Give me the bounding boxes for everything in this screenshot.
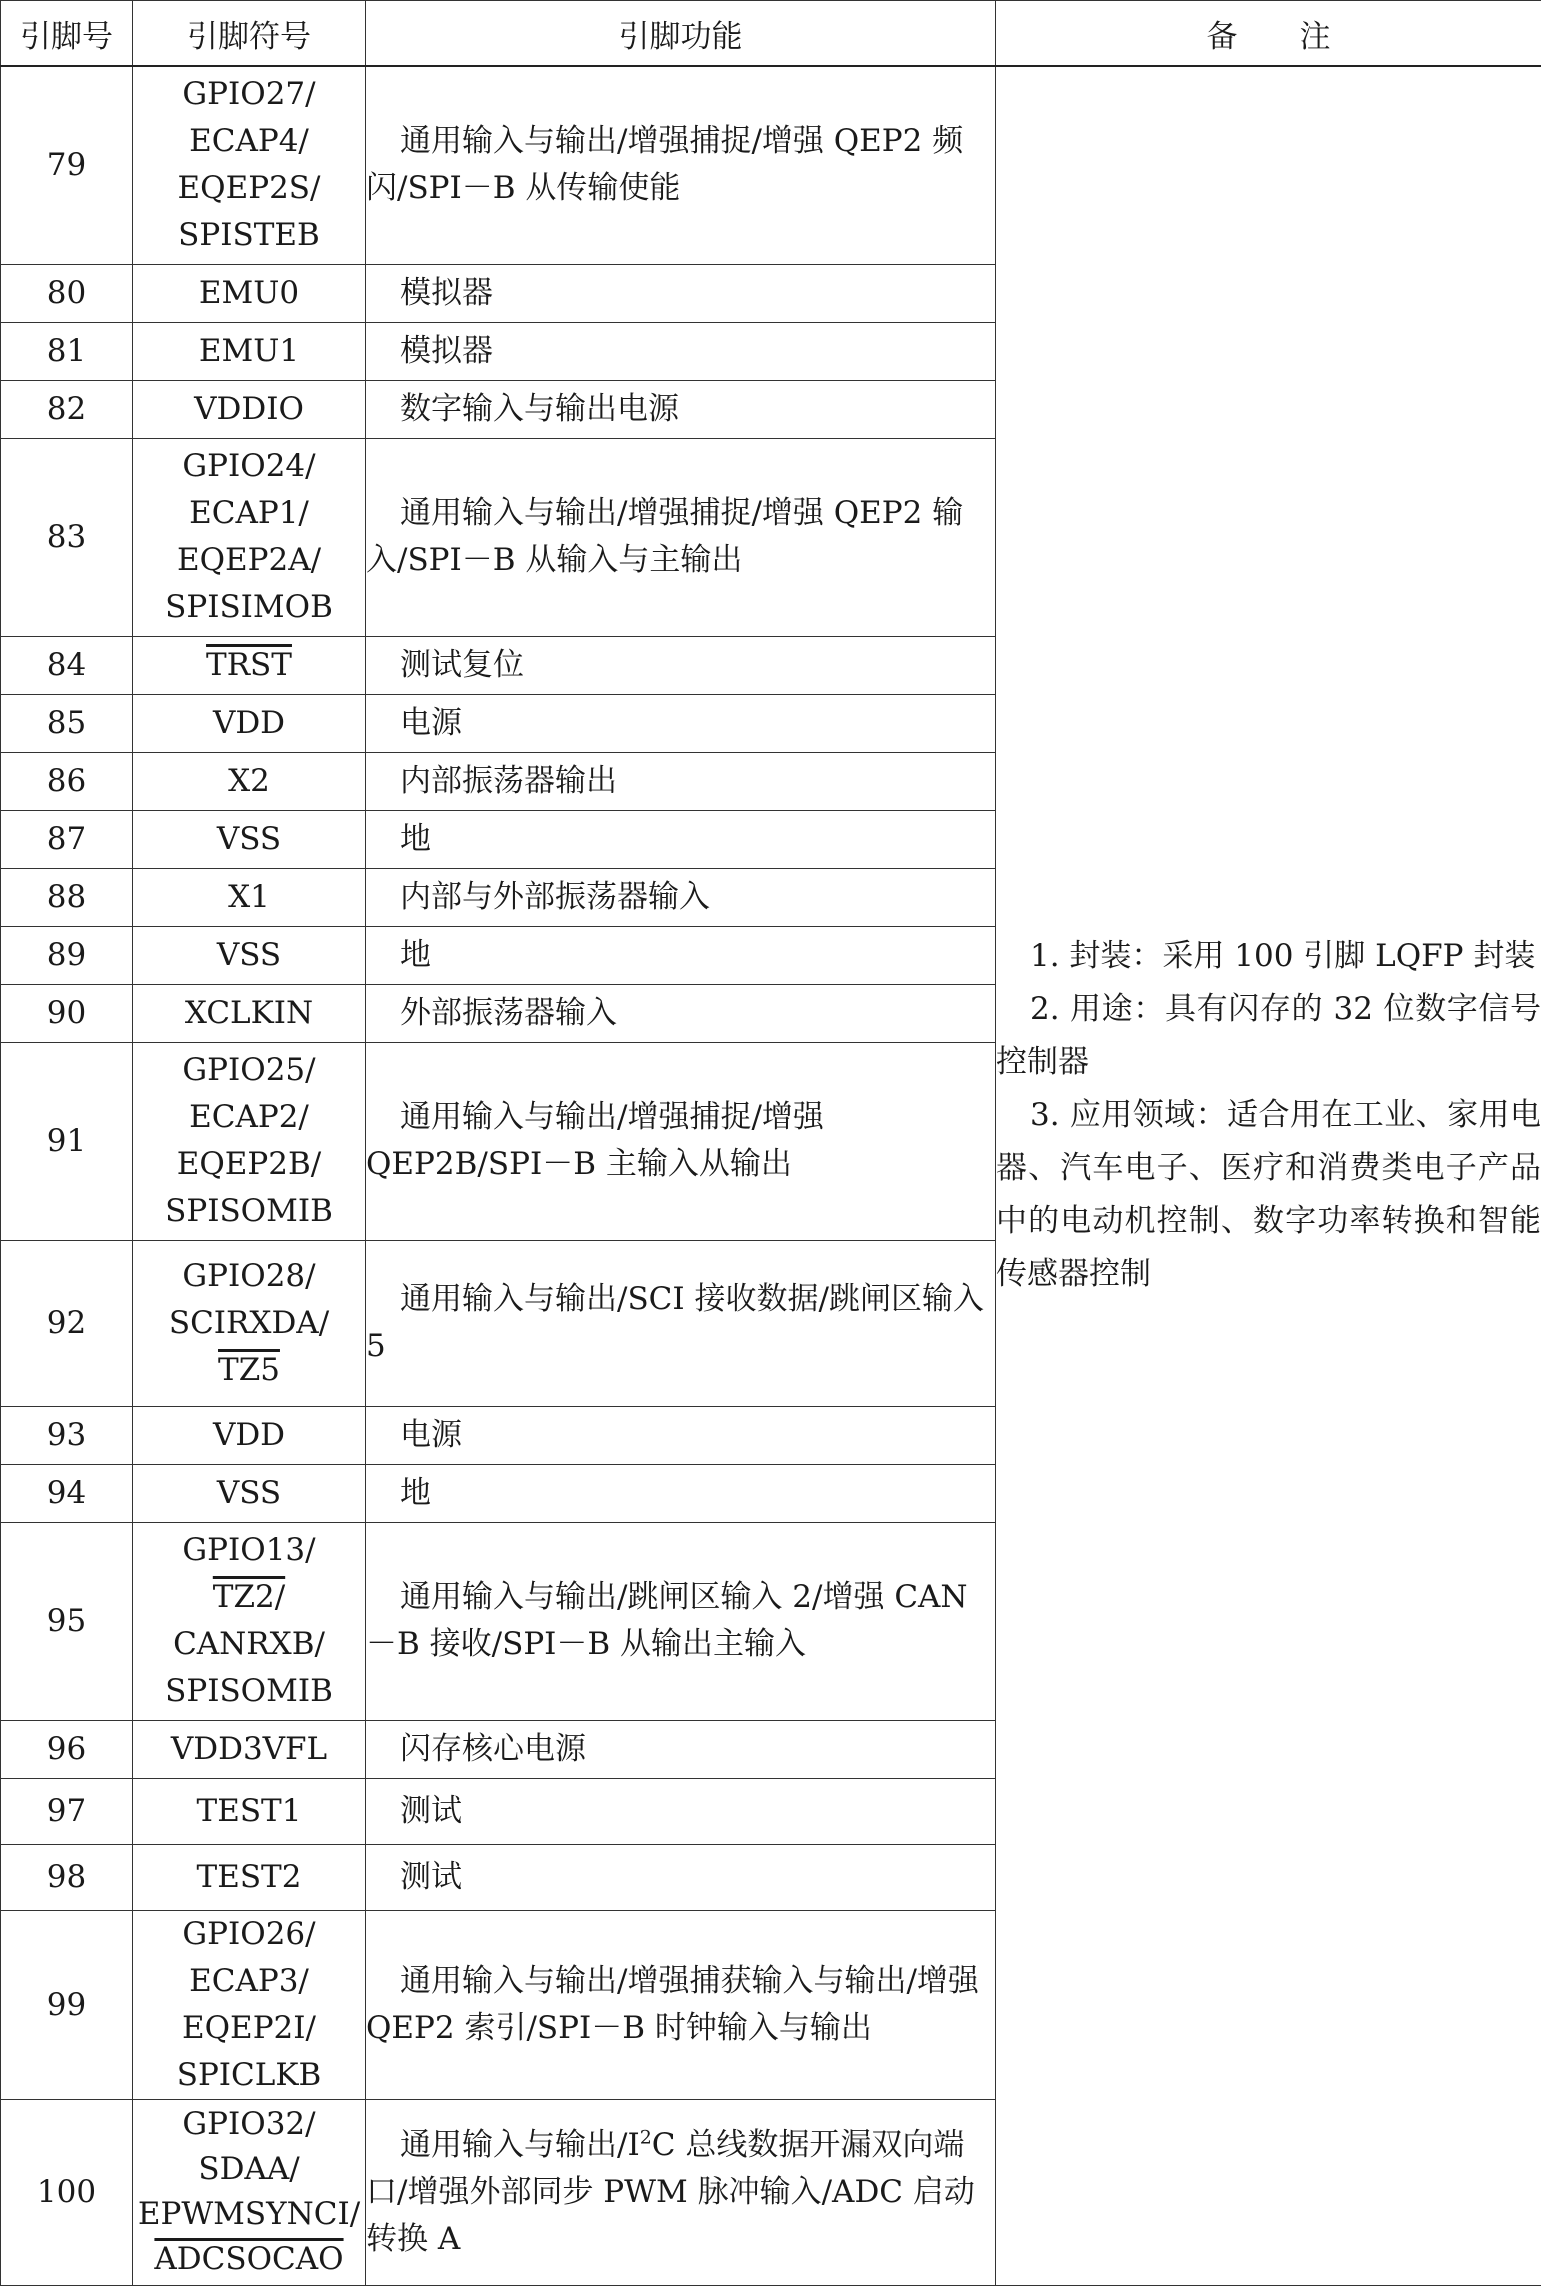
remark-package: 1. 封装：采用 100 引脚 LQFP 封装 [1030,938,1536,975]
function-text: 地 [400,820,431,857]
symbol-line: ECAP2/ [189,1099,309,1135]
pin-function [366,984,996,1042]
pin-number: 87 [1,810,133,868]
function-text: 模拟器 [400,274,493,311]
pin-number: 97 [1,1778,133,1844]
symbol-line: VSS [216,820,282,857]
pin-symbol [133,1042,366,1240]
symbol-line: GPIO27/ [182,76,316,113]
symbol-line: GPIO32/ [182,2106,316,2142]
symbol-line: EQEP2S/ [177,170,321,207]
pin-symbol [133,66,366,264]
pin-function [366,868,996,926]
pin-function [366,66,996,264]
symbol-line: GPIO25/ [182,1052,316,1088]
pin-number: 81 [1,322,133,380]
pin-number: 92 [1,1240,133,1406]
function-text: 通用输入与输出/增强捕获输入与输出/增强 QEP2 索引/SPI－B 时钟输入与输出 [366,1962,979,2046]
function-text: 闪存核心电源 [400,1730,586,1767]
pin-number: 90 [1,984,133,1042]
pin-symbol [133,810,366,868]
pin-symbol [133,926,366,984]
pin-function [366,322,996,380]
symbol-line: X2 [228,762,270,799]
function-text: 内部与外部振荡器输入 [400,878,710,915]
pin-symbol [133,1720,366,1778]
pin-function [366,1042,996,1240]
symbol-line: SPISTEB [178,217,320,254]
pin-function [366,810,996,868]
symbol-line: SCIRXDA/ [168,1304,330,1341]
pin-symbol [133,984,366,1042]
function-text: 通用输入与输出/跳闸区输入 2/增强 CAN－B 接收/SPI－B 从输出主输入 [366,1579,968,1662]
pin-symbol [133,264,366,322]
function-text: 数字输入与输出电源 [400,390,679,427]
header-pin-number: 引脚号 [1,1,133,67]
pin-number: 88 [1,868,133,926]
pin-function [366,1240,996,1406]
pin-function [366,926,996,984]
pin-symbol [133,322,366,380]
symbol-line: SDAA/ [198,2151,300,2187]
pin-function [366,1720,996,1778]
pin-number: 91 [1,1042,133,1240]
symbol-line: VSS [216,1474,282,1511]
symbol-line: VDD3VFL [170,1730,328,1767]
pin-number: 93 [1,1406,133,1464]
header-pin-symbol: 引脚符号 [133,1,366,67]
pin-number: 85 [1,694,133,752]
pin-function [366,752,996,810]
table-row [1,66,1541,264]
pin-number: 84 [1,636,133,694]
pin-symbol [133,636,366,694]
symbol-line: VSS [216,936,282,973]
remark-application: 3. 应用领域：适合用在工业、家用电器、汽车电子、医疗和消费类电子产品中的电动机控制、数字功率转换和智能传感器控制 [996,1097,1541,1293]
remarks-cell [996,66,1541,2285]
pin-function [366,2099,996,2285]
pin-function [366,636,996,694]
pin-function [366,1844,996,1910]
function-text: 测试 [400,1858,462,1895]
symbol-line: X1 [228,878,270,915]
symbol-line: XCLKIN [184,994,314,1031]
symbol-line: VDD [212,704,286,741]
pin-function [366,694,996,752]
pin-number: 94 [1,1464,133,1522]
function-text: 外部振荡器输入 [400,994,617,1031]
pin-symbol [133,1240,366,1406]
pin-number: 96 [1,1720,133,1778]
pin-number: 99 [1,1910,133,2099]
pin-symbol [133,1778,366,1844]
function-text: 通用输入与输出/SCI 接收数据/跳闸区输入 5 [366,1281,984,1364]
header-pin-function: 引脚功能 [366,1,996,67]
pin-function [366,1406,996,1464]
function-text: 电源 [400,704,462,741]
pin-symbol [133,694,366,752]
pin-number: 79 [1,66,133,264]
function-text: 模拟器 [400,332,493,369]
symbol-line: SPISOMIB [165,1673,333,1709]
symbol-line: VDD [212,1416,286,1453]
function-text: 通用输入与输出/增强捕捉/增强 QEP2 频闪/SPI－B 从传输使能 [366,123,964,207]
symbol-line: EMU1 [198,332,300,369]
symbol-line: TZ2/ [212,1579,286,1615]
symbol-line: EQEP2A/ [176,542,322,578]
function-text: C 总线数据开漏双向端口/增强外部同步 PWM 脉冲输入/ADC 启动转换 A [366,2126,975,2257]
pin-function [366,438,996,636]
symbol-line: TRST [206,646,292,683]
function-text: 电源 [400,1416,462,1453]
pin-symbol [133,1406,366,1464]
symbol-line: TEST2 [196,1858,302,1895]
pin-symbol [133,1844,366,1910]
pin-symbol [133,868,366,926]
pin-symbol [133,1522,366,1720]
header-remarks: 备 注 [996,1,1541,67]
pin-symbol [133,1910,366,2099]
pin-function [366,380,996,438]
symbol-line: EMU0 [198,274,300,311]
pin-number: 98 [1,1844,133,1910]
pin-number: 100 [1,2099,133,2285]
pin-number: 89 [1,926,133,984]
symbol-line: EQEP2B/ [176,1146,322,1182]
pin-symbol [133,2099,366,2285]
function-text: 地 [400,936,431,973]
symbol-line: SPISIMOB [165,589,333,625]
pin-function [366,1778,996,1844]
pin-symbol [133,752,366,810]
pin-function [366,1464,996,1522]
pin-number: 80 [1,264,133,322]
symbol-line: TEST1 [196,1792,302,1829]
function-text: 测试 [400,1792,462,1829]
symbol-line: GPIO24/ [182,448,316,484]
pin-symbol [133,380,366,438]
pin-symbol [133,438,366,636]
symbol-line: ECAP4/ [189,123,309,160]
pin-number: 95 [1,1522,133,1720]
symbol-line: ECAP1/ [189,495,309,531]
pin-number: 83 [1,438,133,636]
pin-function [366,264,996,322]
symbol-line: ECAP3/ [189,1962,309,1999]
pin-function [366,1522,996,1720]
function-text: 通用输入与输出/增强捕捉/增强 QEP2 输入/SPI－B 从输入与主输出 [366,495,964,578]
function-text: 通用输入与输出/I [400,2126,640,2163]
pin-symbol [133,1464,366,1522]
symbol-line: GPIO26/ [182,1915,316,1952]
pin-function [366,1910,996,2099]
symbol-line: CANRXB/ [173,1626,325,1662]
remark-usage: 2. 用途：具有闪存的 32 位数字信号控制器 [996,991,1541,1081]
symbol-line: ADCSOCAO [154,2241,344,2277]
symbol-line: GPIO28/ [182,1257,316,1294]
symbol-line: EPWMSYNCI/ [137,2196,361,2232]
symbol-line: SPISOMIB [165,1193,333,1229]
pin-number: 82 [1,380,133,438]
header-row [1,1,1541,67]
symbol-line: SPICLKB [176,2056,322,2093]
function-text: 通用输入与输出/增强捕捉/增强 QEP2B/SPI－B 主输入从输出 [366,1099,824,1182]
function-text: 测试复位 [400,646,524,683]
symbol-line: EQEP2I/ [182,2009,316,2046]
symbol-line: VDDIO [194,390,304,427]
function-text: 地 [400,1474,431,1511]
symbol-line: TZ5 [218,1351,280,1388]
pin-number: 86 [1,752,133,810]
symbol-line: GPIO13/ [182,1532,316,1568]
superscript: 2 [639,2126,652,2149]
function-text: 内部振荡器输出 [400,762,617,799]
